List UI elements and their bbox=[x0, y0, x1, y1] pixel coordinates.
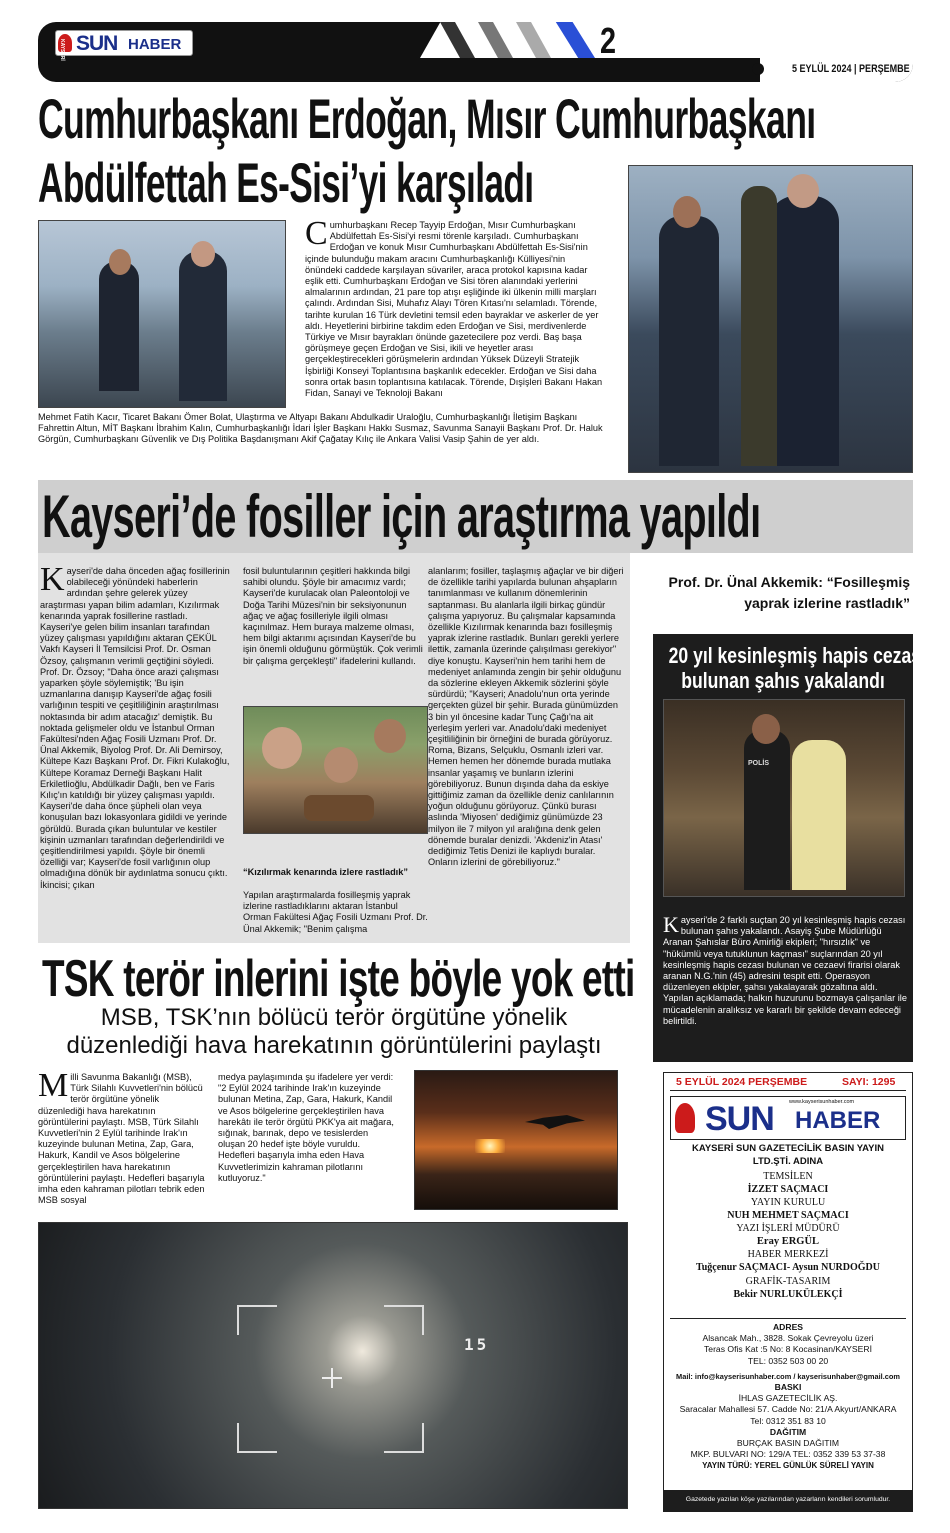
sidebar-story-dropcap: K bbox=[663, 915, 679, 937]
imprint-mail: Mail: info@kayserisunhaber.com / kayserisunhaber@gmail.com bbox=[676, 1371, 900, 1381]
imprint-logo-sun: SUN bbox=[705, 1100, 774, 1138]
imprint-divider-2 bbox=[670, 1318, 906, 1319]
imprint-logo-haber: HABER bbox=[795, 1107, 881, 1134]
sidebar-story-text: ayseri'de 2 farklı suçtan 20 yıl kesinleşmiş hapis cezası bulunan şahıs yakalandı. Asayiş Şube Müdürlüğü Aranan Şahıslar Büro Amirliği ekipleri; "hırsızlık" ve "hükümlü veya tutuklunun kaçması" suçlarından 20 yıl kesinleşmiş hapis cezası bulunan ve cezaevi firarisi olarak aranan N.G.'nin (45) adresini tespit etti. Operasyon düzenleyen ekipler, şahsı yakalayarak gözaltına aldı. Yapılan açıklamada; halkın huzurunu bozmaya çalışanlar ile mücadelenin aralıksız ve kararlı bir şekilde devam edeceği belirtildi. bbox=[663, 915, 907, 1026]
imprint-print-label: BASKI bbox=[774, 1382, 802, 1393]
article1-body-column bbox=[305, 220, 603, 414]
imprint-rep-name: İZZET SAÇMACI bbox=[747, 1184, 829, 1195]
imprint-address-line1: Alsancak Mah., 3828. Sokak Çevreyolu üzeri bbox=[702, 1333, 874, 1344]
imprint-print-name: İHLAS GAZETECİLİK AŞ. bbox=[738, 1393, 838, 1404]
imprint-rep-label: TEMSİLEN bbox=[763, 1171, 813, 1182]
logo-kayseri: KAYSERİ bbox=[59, 39, 65, 61]
imprint-divider bbox=[670, 1090, 906, 1091]
imprint-editor-label: YAZI İŞLERİ MÜDÜRÜ bbox=[736, 1223, 840, 1234]
imprint-logo bbox=[670, 1096, 906, 1140]
imprint-print-address: Saracalar Mahallesi 57. Cadde No: 21/A Akyurt/ANKARA bbox=[679, 1404, 897, 1415]
imprint-board-label: YAYIN KURULU bbox=[750, 1197, 826, 1208]
imprint-tel2: Tel: 0312 351 83 10 bbox=[750, 1415, 826, 1426]
imprint-news-label: HABER MERKEZİ bbox=[747, 1249, 829, 1260]
date-dot bbox=[752, 63, 764, 75]
imprint-footer: Gazetede yazılan köşe yazılarından yazarların kendileri sorumludur. bbox=[685, 1496, 891, 1503]
article1-dropcap: C bbox=[305, 220, 328, 252]
article2-col1-text: ayseri'de daha önceden ağaç fosillerinin olabileceği yönündeki haberlerin ardından şehre gelerek yüzey araştırması yapan bilim adamları, Kızılırmak kenarında yaprak fosillerine rastladı. Kayseri'ye gelen bilim insanları tarafından yüzey çalışması yapıldığını aktaran ÇEKÜL Vakfı Kayseri İl Temsilcisi Prof. Dr. Osman Özsoy, çalışmanın verimli geçtiğini söyledi. Prof. Dr. Özsoy; "Daha önce arazi çalışması yaparken şöyle söylemiştik; 'Bu işin uzmanlarına danışıp Kayseri'de ağaç fosili varlığının tespiti ve çeşitliliğinin araştırılması noktasında bir adım atacağız' demiştik. Bu noktada gelişmeler oldu ve İstanbul Orman Fakültesi'nden Ağaç Fosili Uzmanı Prof. Dr. Ünal Akkemik, Biyolog Prof. Dr. Ali Demirsoy, Kültepe Kazı Başkanı Prof. Dr. Fikri Kulakoğlu, Kültepe Koramaz Derneği Başkanı Halit Erkiletlioğlu, Abdülkadir Dağlı, ben ve Faris Kılıç'ın katıldığı bir yüzey çalışması yapıldı. Kayseri'de daha önce şüpheli olan veya konuşulan bazı lokasyonlara gidildi ve yerinde görüldü. Burada çıkan buluntular ve kestiler kişinin uzmanları tarafından değerlendirildi ve çeşitlendirilmesi yapıldı. Şöyle bir önemli özelliği var; Kayseri'de fosil varlığının olup olmadığına dönük bir aydınlatma sonucu çıktı. İkincisi; çıkan bbox=[40, 566, 230, 890]
article3-subtitle-line1: MSB, TSK’nın bölücü terör örgütüne yönelik bbox=[100, 1004, 568, 1031]
imprint-issue: SAYI: 1295 bbox=[842, 1076, 896, 1088]
article3-col1-text: illi Savunma Bakanlığı (MSB), Türk Silahlı Kuvvetleri'nin bölücü terör örgütüne yönelik düzenlediği hava harekatının görüntülerini paylaştı. MSB, Türk Silahlı Kuvvetleri'nin 2 Eylül tarihinde Irak'ın kuzeyinde bulunan Metina, Zap, Gara, Hakurk, Kandil ve Asos bölgelerine gerçekleştirilen hava harekatının görüntülerini paylaştı. Hedefleri başarıyla imha eden kahraman pilotları tebrik eden MSB sosyal bbox=[38, 1072, 205, 1206]
imprint-dist-name: BURÇAK BASIN DAĞITIM bbox=[736, 1438, 840, 1449]
sidebar-story-body bbox=[663, 915, 908, 1055]
article3-title: TSK terör inlerini işte böyle yok etti bbox=[42, 950, 635, 1008]
imprint-design-label: GRAFİK-TASARIM bbox=[745, 1276, 831, 1287]
article3-subtitle-line2: düzenlediği hava harekatının görüntülerini paylaştı bbox=[66, 1032, 602, 1059]
article1-body-text: umhurbaşkanı Recep Tayyip Erdoğan, Mısır Cumhurbaşkanı Abdülfettah Es-Sisi'yi resmi törenle karşıladı. Cumhurbaşkanı Erdoğan ve konuk Mısır Cumhurbaşkanı Abdülfettah Es-Sisi'nin içinde bulunduğu makam aracını Cumhurbaşkanlığı Külliyesi'nin önündeki caddede karşılayan süvariler, araca protokol kapısına kadar eşlik etti. Cumhurbaşkanı Erdoğan ve Sisi tören alanındaki yerlerini almalarının ardından, 21 pare top atışı eşliğinde iki ülkenin milli marşları çalındı. Ardından Sisi, Muhafız Alayı Tören Kıtası'nı selamladı. Törende, tarihte kurulan 16 Türk devletini temsil eden bayraklar ve askerler de yer aldı. Heyetlerini birbirine takdim eden Erdoğan ve Sisi, merdivenlerde Türkiye ve Mısır bayrakları önünde gazetecilere poz verdi. Baş başa görüşmeye geçen Erdoğan ve Sisi, ikili ve heyetler arası gerçekleştirecekleri görüşmelerin ardından Yüksek Düzeyli Stratejik İşbirliği Konseyi Toplantısına başkanlık edecekler. Erdoğan ve Sisi daha sonra ortak basın toplantısına katılacak. Törende, Dışişleri Bakanı Hakan Fidan, Sanayi ve Teknoloji Bakanı bbox=[305, 220, 603, 399]
article3-photo-jet bbox=[414, 1070, 618, 1210]
article2-column2-bottom: Yapılan araştırmalarda fosilleşmiş yaprak izlerine rastladıklarını aktaran İstanbul Orman Fakültesi Ağaç Fosili Uzmanı Prof. Dr. Ünal Akkemik; "Benim çalışma bbox=[243, 890, 428, 934]
hud-number: 15 bbox=[464, 1335, 490, 1354]
imprint-address-label: ADRES bbox=[772, 1322, 804, 1332]
imprint-dist-label: DAĞITIM bbox=[769, 1426, 807, 1437]
article3-photo-strike bbox=[38, 1222, 628, 1509]
imprint-editor-name: Eray ERGÜL bbox=[756, 1236, 820, 1247]
header-logo bbox=[55, 30, 193, 61]
imprint-logo-website: www.kayserisunhaber.com bbox=[789, 1099, 855, 1105]
imprint-contact bbox=[664, 1322, 912, 1472]
imprint-logo-red-mark bbox=[675, 1103, 695, 1133]
police-vest-label: POLİS bbox=[748, 760, 770, 767]
header-date: 5 EYLÜL 2024 | PERŞEMBE bbox=[792, 63, 910, 75]
header-stripes bbox=[425, 22, 595, 58]
sidebar-story-photo-arrest bbox=[663, 699, 905, 897]
article2-quote: Prof. Dr. Ünal Akkemik: “Fosilleşmiş yaprak izlerine rastladık” bbox=[668, 574, 910, 611]
imprint-company: KAYSERİ SUN GAZETECİLİK BASIN YAYIN LTD.ŞTİ. ADINA bbox=[692, 1143, 884, 1167]
article2-column2-top: fosil buluntularının çeşitleri hakkında bilgi sahibi olundu. Şöyle bir amacımız vardı; Kayseri'de kurulacak olan Paleontoloji ve Doğa Tarihi Müzesi'nin bir seksiyonunun ağaç ve ağaç fosilleriyle ilgili olması kaçınılmaz. Hem buraya malzeme olması, hem bilgi aktarımı açısından Kayseri'de bu işin önemli olduğunu görmüştük. Çok verimli bir çalışma gerçekleşti" ifadelerini kullandı. bbox=[243, 566, 423, 666]
imprint-design-name: Bekir NURLUKÜLEKÇİ bbox=[733, 1289, 843, 1300]
article1-title-line2: Abdülfettah Es-Sisi’yi karşıladı bbox=[38, 151, 534, 214]
article2-title: Kayseri’de fosiller için araştırma yapıldı bbox=[42, 483, 761, 550]
imprint-address-line2: Teras Ofis Kat :5 No: 8 Kocasinan/KAYSERİ bbox=[704, 1344, 872, 1355]
article3-column2: medya paylaşımında şu ifadelere yer verdi: "2 Eylül 2024 tarihinde Irak'ın kuzeyinde bulunan Metina, Zap, Gara, Hakurk, Kandil ve Asos bölgelerine gerçekleştirilen hava harekâtı ile terör örgütü PKK'ya ait mağara, sığınak, barınak, depo ve tesislerden oluşan 20 hedef işte böyle vuruldu. Hedefleri başarıyla imha eden Hava Kuvvetlerimizin kahraman pilotlarını kutluyoruz." bbox=[218, 1072, 394, 1183]
article3-dropcap: M bbox=[38, 1072, 69, 1104]
imprint-staff bbox=[666, 1170, 910, 1301]
imprint-board-name: NUH MEHMET SAÇMACI bbox=[727, 1210, 849, 1221]
article2-photo-scientists bbox=[243, 706, 428, 834]
article2-column1 bbox=[40, 566, 232, 942]
article1-body-wide: Mehmet Fatih Kacır, Ticaret Bakanı Ömer Bolat, Ulaştırma ve Altyapı Bakanı Abdulkadir Uraloğlu, Cumhurbaşkanlığı İletişim Başkanı Fahrettin Altun, MİT Başkanı İbrahim Kalın, Cumhurbaşkanlığı İdari İşler Başkanı Hakkı Susmaz, Savunma Sanayii Başkanı Prof. Dr. Haluk Görgün, Cumhurbaşkanı Güvenlik ve Dış Politika Başdanışmanı Akif Çağatay Kılıç ile Ankara Valisi Vasip Şahin de yer aldı. bbox=[38, 412, 603, 445]
article3-column1 bbox=[38, 1072, 205, 1214]
imprint-type: YAYIN TÜRÜ: YEREL GÜNLÜK SÜRELİ YAYIN bbox=[702, 1461, 874, 1471]
article1-photo-handshake bbox=[38, 220, 286, 408]
article1-photo-walking bbox=[628, 165, 913, 473]
sidebar-story-title-line1: 20 yıl kesinleşmiş hapis cezası bbox=[668, 643, 926, 668]
article2-column3: alanlarım; fosiller, taşlaşmış ağaçlar ve bir diğeri de özellikle tarihi yapılarda bulunan ahşapların tanımlanması ve kullanım dönemlerinin saptanması. Bu alanlarla ilgili birkaç gündür çalışma yapıyoruz. Bu çalışmalar kapsamında özellikle Kızılırmak kenarında bazı fosilleşmiş yaprak izlerine rastladık. Bunları gerekli yerlere ilettik, zamanla üzerinde çalışılması gerekiyor" diye konuştu. Kayseri'nin hem tarihi hem de medeniyet anlamında zengin bir şehir olduğunu da sözlerine ekleyen Akkemik sözlerini şöyle sürdürdü; "Kayseri; Anadolu'nun orta yerinde gerçekten güzel bir şehir. Burada günümüzden 3 bin yıl öncesine kadar Tunç Çağı'na ait yerleşim yerleri var. Anadolu'daki medeniyet çeşitliliğinin bir örneğini de burada görüyoruz. Roma, Bizans, Selçuklu, Osmanlı izleri var. Hemen hemen her dönemde burada mutlaka insanlar yaşamış ve bunların izlerini görebiliyoruz. Bunun dışında daha da eskiye gittiğimiz zaman da özellikle deniz canlılarının yoğun olduğunu görüyoruz. Çünkü burası aslında 'Miyosen' dediğimiz günümüzde 23 milyon ile 7 milyon yıl aralığına denk gelen dönemde buralar denizdi. 'Akdeniz'in Atası' dediğimiz Tetis Denizi ile kaplıydı buralar. Onların izlerini de görebiliyoruz." bbox=[428, 566, 624, 868]
imprint-news-names: Tuğçenur SAÇMACI- Aysun NURDOĞDU bbox=[695, 1262, 880, 1273]
logo-haber: HABER bbox=[128, 36, 182, 53]
imprint-tel1: TEL: 0352 503 00 20 bbox=[747, 1355, 829, 1366]
logo-sun: SUN bbox=[76, 32, 118, 55]
sidebar-story-title-line2: bulunan şahıs yakalandı bbox=[681, 668, 885, 693]
article1-title-line1: Cumhurbaşkanı Erdoğan, Mısır Cumhurbaşkanı bbox=[38, 87, 816, 150]
article2-dropcap: K bbox=[40, 566, 65, 598]
imprint-dist-address: MKP. BULVARI NO: 129/A TEL: 0352 339 53 37-38 bbox=[690, 1449, 886, 1460]
imprint-date: 5 EYLÜL 2024 PERŞEMBE bbox=[676, 1076, 808, 1088]
page-number: 2 bbox=[600, 20, 617, 61]
article2-subhead: “Kızılırmak kenarında izlere rastladık” bbox=[243, 867, 408, 877]
